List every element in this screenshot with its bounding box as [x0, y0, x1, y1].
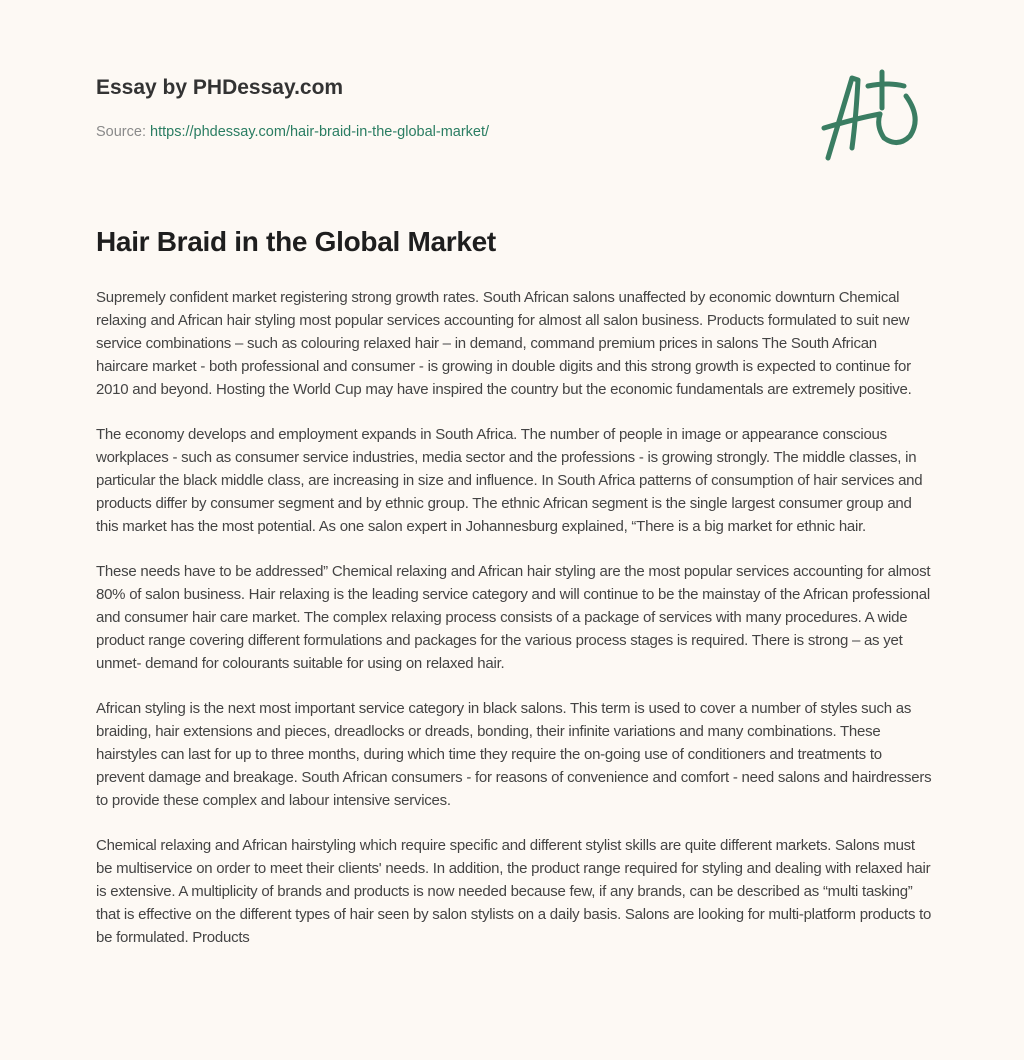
source-label: Source:: [96, 124, 146, 140]
essay-paragraph: Supremely confident market registering strong growth rates. South African salons unaffected by economic downturn Chemical relaxing and African hair styling most popular services accounting for almost all salon business. Products formulated to suit new service combinations – such as colouring relaxed hair – in demand, command premium prices in salons The South African haircare market - both professional and consumer - is growing in double digits and this strong growth is expected to continue for 2010 and beyond. Hosting the World Cup may have inspired the country but the economic fundamentals are extremely positive.: [96, 289, 912, 398]
essay-paragraph: Chemical relaxing and African hairstyling which require specific and different stylist skills are quite different markets. Salons must be multiservice on order to meet their clients' needs. In addition, the product range required for styling and dealing with relaxed hair is extensive. A multiplicity of brands and products is now needed because few, if any brands, can be described as “multi tasking” that is effective on the different types of hair seen by salon stylists on a daily basis. Salons are looking for multi-platform products to be formulated. Products: [96, 837, 932, 946]
source-link[interactable]: https://phdessay.com/hair-braid-in-the-global-market/: [150, 124, 490, 140]
essay-title: Hair Braid in the Global Market: [96, 226, 496, 257]
site-brand: Essay by PHDessay.com: [96, 76, 344, 99]
source-line: [96, 124, 489, 140]
essay-paragraph: These needs have to be addressed” Chemical relaxing and African hair styling are the most popular services accounting for almost 80% of salon business. Hair relaxing is the leading service category and will continue to be the mainstay of the African professional and consumer hair care market. The complex relaxing process consists of a package of services with many procedures. A wide product range covering different formulations and packages for the various process stages is required. There is strong – as yet unmet- demand for colourants suitable for using on relaxed hair.: [96, 563, 931, 672]
essay-paragraph: African styling is the next most important service category in black salons. This term is used to cover a number of styles such as braiding, hair extensions and pieces, dreadlocks or dreads, bonding, their infinite variations and many combinations. These hairstyles can last for up to three months, during which time they require the on-going use of conditioners and treatments to prevent damage and breakage. South African consumers - for reasons of convenience and comfort - need salons and hairdressers to provide these complex and labour intensive services.: [96, 700, 932, 809]
essay-paragraph: The economy develops and employment expands in South Africa. The number of people in image or appearance conscious workplaces - such as consumer service industries, media sector and the professions - is growing strongly. The middle classes, in particular the black middle class, are increasing in size and influence. In South Africa patterns of consumption of hair services and products differ by consumer segment and by ethnic group. The ethnic African segment is the single largest consumer group and this market has the most potential. As one salon expert in Johannesburg explained, “There is a big market for ethnic hair.: [96, 426, 923, 535]
a-plus-logo-icon: [818, 68, 928, 168]
essay-body: [96, 286, 932, 971]
